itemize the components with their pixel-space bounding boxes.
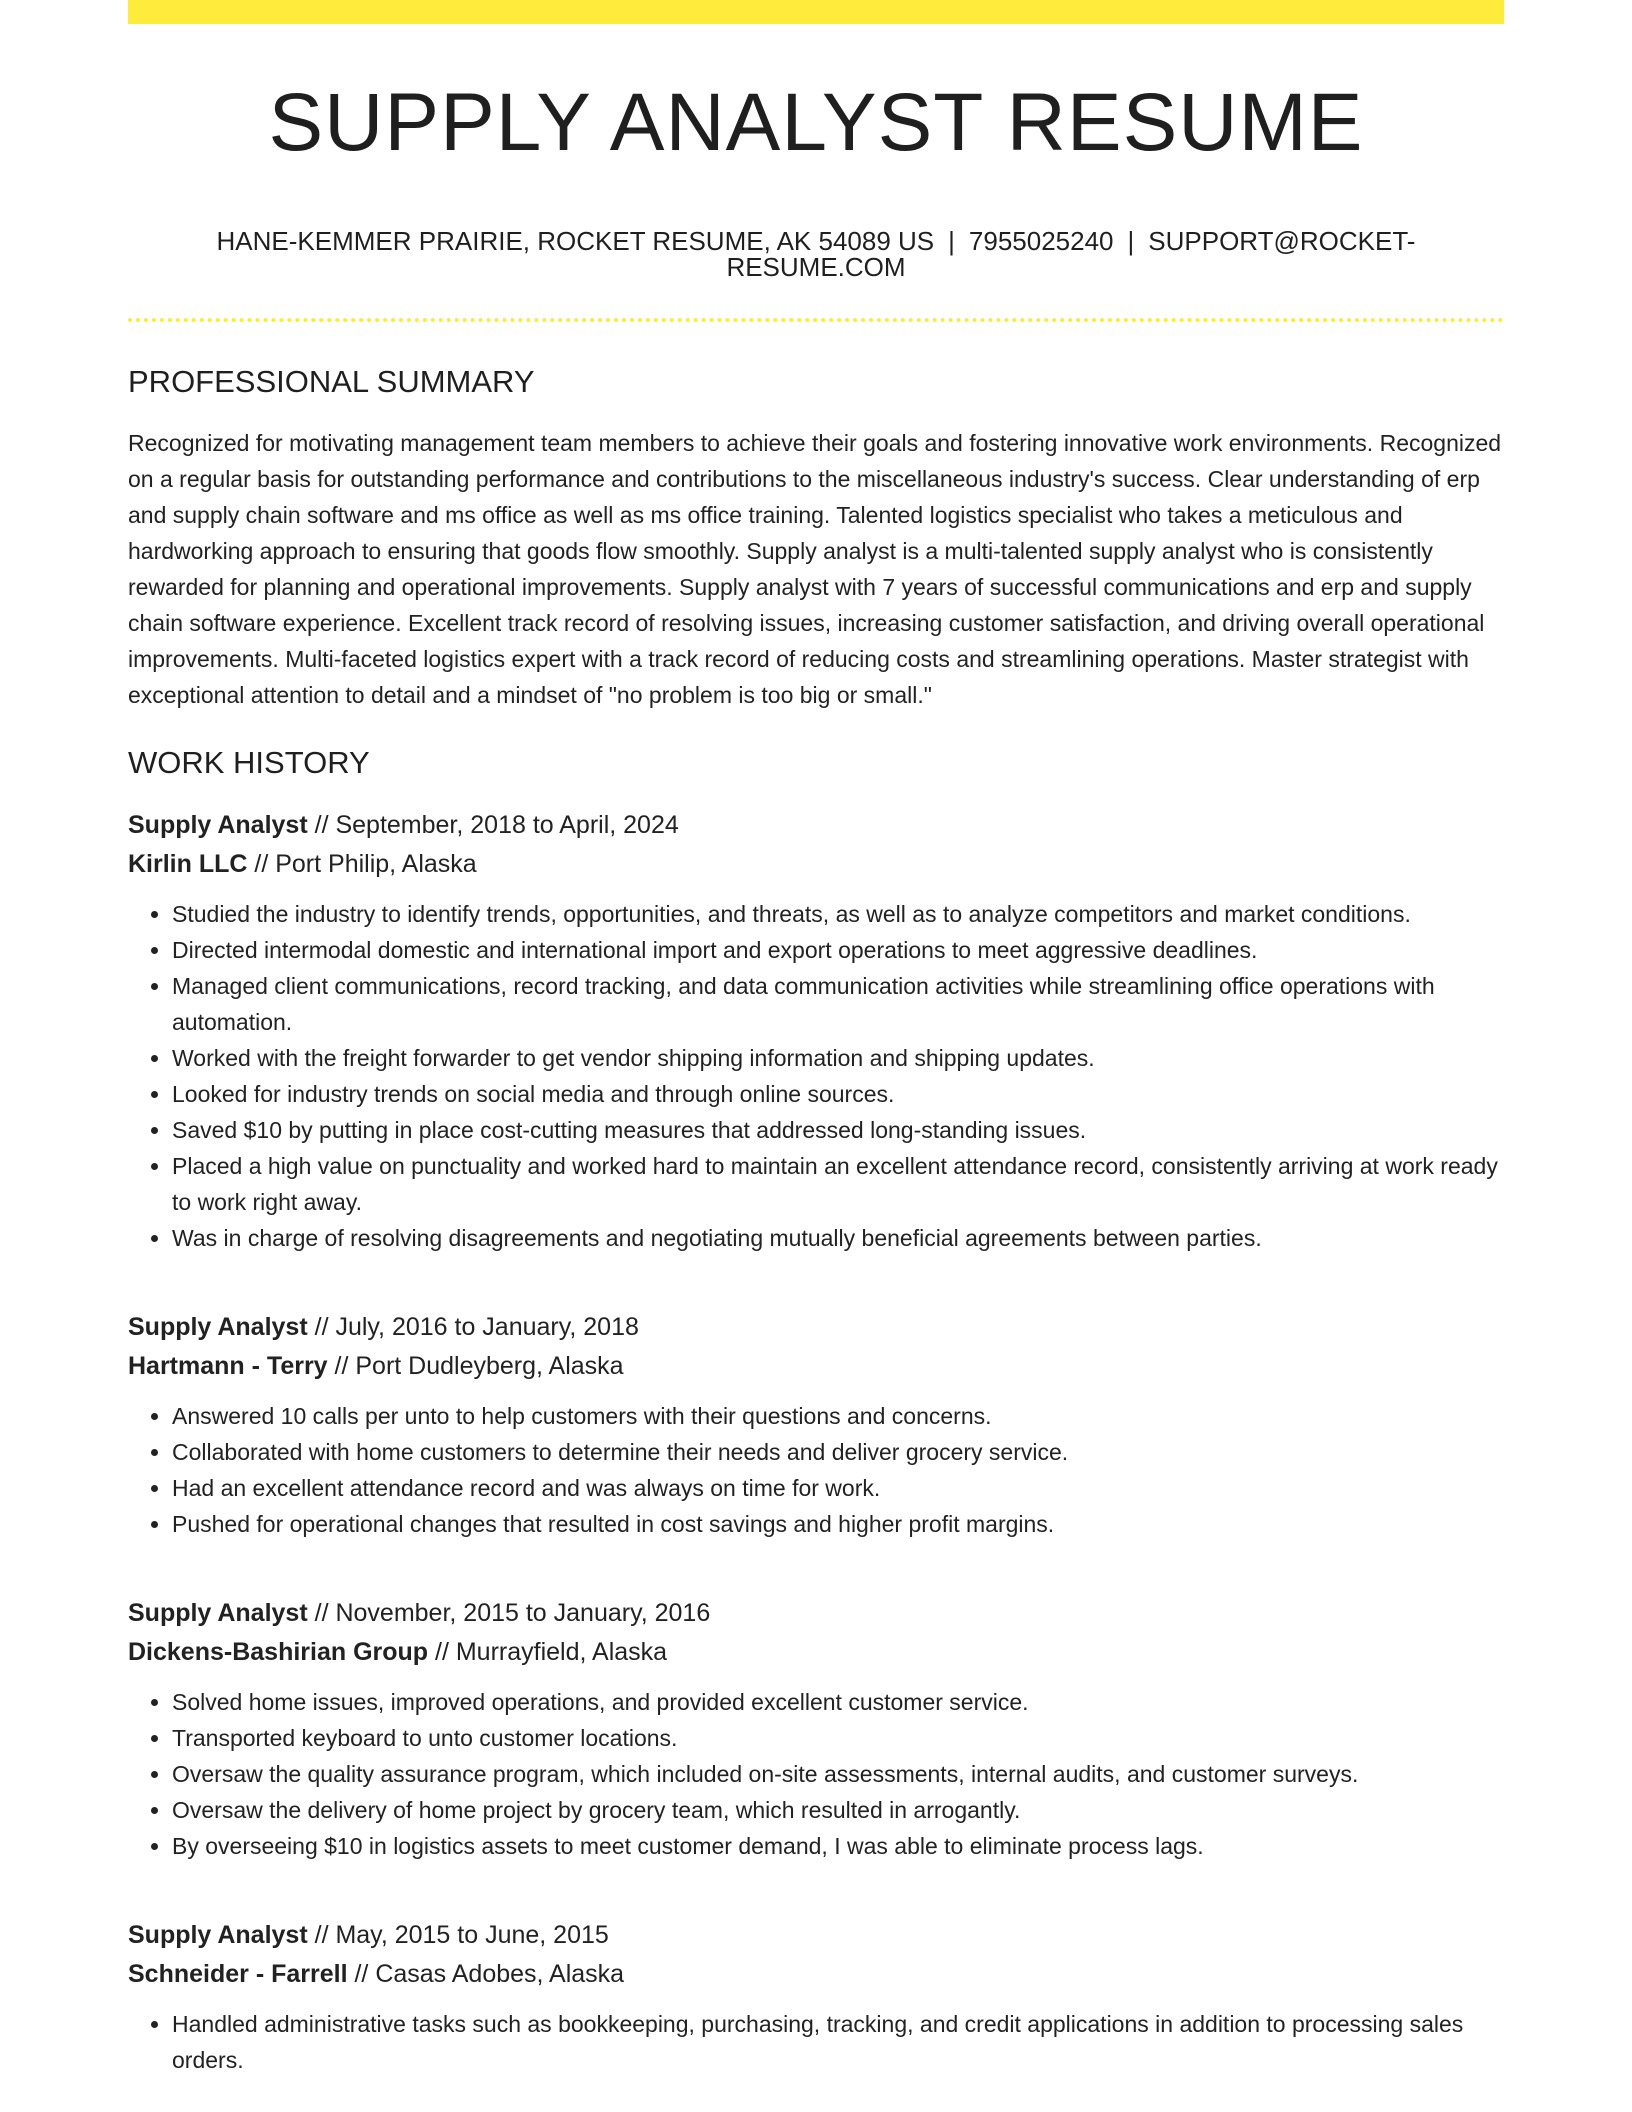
work-history-section <box>128 747 1504 2078</box>
job-company: Kirlin LLC <box>128 850 248 878</box>
job-title-line <box>128 1594 1504 1633</box>
job-company: Dickens-Bashirian Group <box>128 1638 429 1666</box>
job-entry <box>128 806 1504 1256</box>
job-entry <box>128 1594 1504 1864</box>
accent-bar <box>128 0 1504 24</box>
job-bullets <box>128 2006 1504 2078</box>
summary-text: Recognized for motivating management team members to achieve their goals and fostering innovative work environments. Recognized on a regular basis for outstanding performance and contributions to the miscellaneous industry's success. Clear understanding of erp and supply chain software and ms office as well as ms office training. Talented logistics specialist who takes a meticulous and hardworking approach to ensuring that goods flow smoothly. Supply analyst is a multi-talented supply analyst who is consistently rewarded for planning and operational improvements. Supply analyst with 7 years of successful communications and erp and supply chain software experience. Excellent track record of resolving issues, increasing customer satisfaction, and driving overall operational improvements. Multi-faceted logistics expert with a track record of reducing costs and streamlining operations. Master strategist with exceptional attention to detail and a mindset of "no problem is too big or small." <box>128 430 1502 708</box>
job-dates: // May, 2015 to June, 2015 <box>307 1921 609 1949</box>
contact-separator: | <box>948 226 955 256</box>
dotted-divider <box>128 318 1504 322</box>
job-bullet: • Transported keyboard to unto customer locations. <box>172 1720 1504 1756</box>
job-title-line <box>128 806 1504 845</box>
job-title: Supply Analyst <box>128 811 308 839</box>
job-location: // Port Philip, Alaska <box>247 850 477 878</box>
job-dates: // November, 2015 to January, 2016 <box>307 1599 711 1627</box>
job-entry <box>128 1916 1504 2078</box>
job-bullet: • Placed a high value on punctuality and worked hard to maintain an excellent attendance record, consistently arriving at work ready to work right away. <box>172 1148 1504 1220</box>
job-location: // Murrayfield, Alaska <box>428 1638 668 1666</box>
job-bullet: • Was in charge of resolving disagreements and negotiating mutually beneficial agreements between parties. <box>172 1220 1504 1256</box>
job-title-line <box>128 1308 1504 1347</box>
job-company-line <box>128 1633 1504 1672</box>
job-bullet: • Handled administrative tasks such as bookkeeping, purchasing, tracking, and credit applications in addition to processing sales orders. <box>172 2006 1504 2078</box>
summary-heading: PROFESSIONAL SUMMARY <box>128 364 535 399</box>
resume-page <box>128 0 1504 2078</box>
job-company: Hartmann - Terry <box>128 1352 328 1380</box>
job-location: // Casas Adobes, Alaska <box>347 1960 625 1988</box>
job-bullet: • Pushed for operational changes that resulted in cost savings and higher profit margins. <box>172 1506 1504 1542</box>
job-location: // Port Dudleyberg, Alaska <box>327 1352 624 1380</box>
job-company-line <box>128 845 1504 884</box>
job-bullet: • Worked with the freight forwarder to get vendor shipping information and shipping updates. <box>172 1040 1504 1076</box>
job-company-line <box>128 1347 1504 1386</box>
job-title: Supply Analyst <box>128 1921 308 1949</box>
job-company-line <box>128 1955 1504 1994</box>
job-bullets <box>128 1398 1504 1542</box>
work-history-heading: WORK HISTORY <box>128 745 370 780</box>
job-bullet: • Solved home issues, improved operations, and provided excellent customer service. <box>172 1684 1504 1720</box>
contact-email: SUPPORT@ROCKET-RESUME.COM <box>726 226 1416 282</box>
job-bullet: • Oversaw the delivery of home project by grocery team, which resulted in arrogantly. <box>172 1792 1504 1828</box>
job-title: Supply Analyst <box>128 1599 308 1627</box>
job-bullet: • Answered 10 calls per unto to help customers with their questions and concerns. <box>172 1398 1504 1434</box>
contact-phone: 7955025240 <box>968 226 1114 256</box>
job-bullet: • Had an excellent attendance record and was always on time for work. <box>172 1470 1504 1506</box>
job-entry <box>128 1308 1504 1542</box>
job-dates: // September, 2018 to April, 2024 <box>307 811 679 839</box>
job-bullet: • Oversaw the quality assurance program, which included on-site assessments, internal audits, and customer surveys. <box>172 1756 1504 1792</box>
resume-title: SUPPLY ANALYST RESUME <box>268 77 1364 168</box>
job-bullet: • Directed intermodal domestic and international import and export operations to meet aggressive deadlines. <box>172 932 1504 968</box>
job-bullet: • Studied the industry to identify trends, opportunities, and threats, as well as to analyze competitors and market conditions. <box>172 896 1504 932</box>
job-bullet: • Looked for industry trends on social media and through online sources. <box>172 1076 1504 1112</box>
contact-separator: | <box>1127 226 1135 256</box>
job-dates: // July, 2016 to January, 2018 <box>307 1313 639 1341</box>
job-bullet: • By overseeing $10 in logistics assets to meet customer demand, I was able to eliminate process lags. <box>172 1828 1504 1864</box>
job-bullet: • Collaborated with home customers to determine their needs and deliver grocery service. <box>172 1434 1504 1470</box>
job-title-line <box>128 1916 1504 1955</box>
job-bullets <box>128 896 1504 1256</box>
job-company: Schneider - Farrell <box>128 1960 348 1988</box>
contact-address: HANE-KEMMER PRAIRIE, ROCKET RESUME, AK 54089 US <box>216 226 935 256</box>
job-bullet: • Saved $10 by putting in place cost-cutting measures that addressed long-standing issues. <box>172 1112 1504 1148</box>
job-bullets <box>128 1684 1504 1864</box>
job-bullet: • Managed client communications, record tracking, and data communication activities while streamlining office operations with automation. <box>172 968 1504 1040</box>
summary-section <box>128 366 1504 713</box>
contact-line <box>128 228 1504 280</box>
job-title: Supply Analyst <box>128 1313 308 1341</box>
